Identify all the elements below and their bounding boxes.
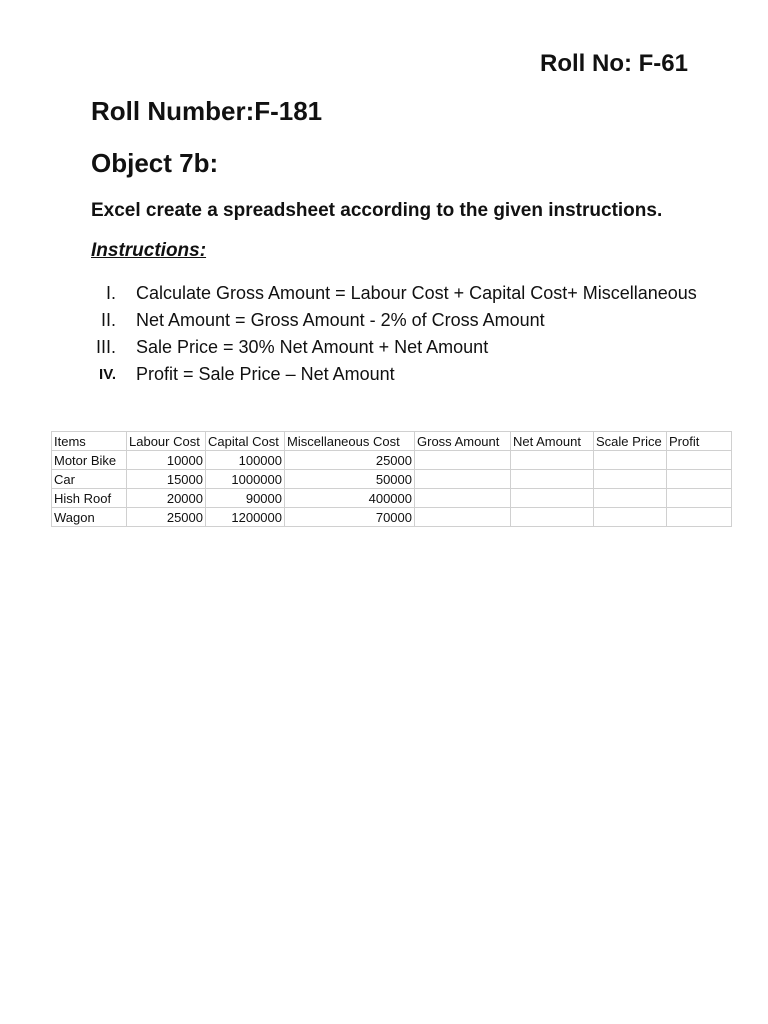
cell-scale-price[interactable] bbox=[594, 470, 667, 489]
table-row bbox=[52, 451, 732, 470]
table-row bbox=[52, 489, 732, 508]
instruction-item bbox=[70, 280, 697, 307]
instructions-heading: Instructions: bbox=[91, 240, 207, 261]
cell-labour-cost[interactable]: 20000 bbox=[127, 489, 206, 508]
cell-gross-amount[interactable] bbox=[415, 489, 511, 508]
instruction-item bbox=[70, 361, 697, 388]
roll-no-heading: Roll No: F-61 bbox=[540, 50, 688, 77]
instruction-item bbox=[70, 334, 697, 361]
cell-net-amount[interactable] bbox=[511, 489, 594, 508]
header-capital-cost[interactable]: Capital Cost bbox=[206, 432, 285, 451]
cell-scale-price[interactable] bbox=[594, 451, 667, 470]
header-net-amount[interactable]: Net Amount bbox=[511, 432, 594, 451]
cell-profit[interactable] bbox=[667, 489, 732, 508]
header-misc-cost[interactable]: Miscellaneous Cost bbox=[285, 432, 415, 451]
cell-gross-amount[interactable] bbox=[415, 508, 511, 527]
cell-item[interactable]: Car bbox=[52, 470, 127, 489]
cell-profit[interactable] bbox=[667, 470, 732, 489]
cell-gross-amount[interactable] bbox=[415, 451, 511, 470]
cell-net-amount[interactable] bbox=[511, 508, 594, 527]
cell-capital-cost[interactable]: 1200000 bbox=[206, 508, 285, 527]
cell-capital-cost[interactable]: 90000 bbox=[206, 489, 285, 508]
cell-gross-amount[interactable] bbox=[415, 470, 511, 489]
instruction-text: Net Amount = Gross Amount - 2% of Cross Amount bbox=[136, 310, 545, 330]
header-row bbox=[52, 432, 732, 451]
instruction-text: Sale Price = 30% Net Amount + Net Amount bbox=[136, 337, 489, 357]
cell-labour-cost[interactable]: 15000 bbox=[127, 470, 206, 489]
header-gross-amount[interactable]: Gross Amount bbox=[415, 432, 511, 451]
instructions-list bbox=[70, 280, 697, 388]
table-row bbox=[52, 470, 732, 489]
cell-scale-price[interactable] bbox=[594, 489, 667, 508]
cell-item[interactable]: Motor Bike bbox=[52, 451, 127, 470]
instruction-number: I. bbox=[105, 283, 116, 303]
roll-number-heading: Roll Number:F-181 bbox=[91, 96, 323, 126]
header-items[interactable]: Items bbox=[52, 432, 127, 451]
spreadsheet-table bbox=[51, 431, 732, 527]
object-heading: Object 7b: bbox=[91, 148, 219, 178]
cell-net-amount[interactable] bbox=[511, 470, 594, 489]
cell-capital-cost[interactable]: 100000 bbox=[206, 451, 285, 470]
header-scale-price[interactable]: Scale Price bbox=[594, 432, 667, 451]
cell-misc-cost[interactable]: 400000 bbox=[285, 489, 415, 508]
instruction-text: Calculate Gross Amount = Labour Cost + Capital Cost+ Miscellaneous bbox=[136, 283, 697, 303]
cell-labour-cost[interactable]: 25000 bbox=[127, 508, 206, 527]
cell-profit[interactable] bbox=[667, 508, 732, 527]
header-profit[interactable]: Profit bbox=[667, 432, 732, 451]
instruction-item bbox=[70, 307, 697, 334]
instruction-number: III. bbox=[95, 337, 116, 357]
cell-net-amount[interactable] bbox=[511, 451, 594, 470]
task-description: Excel create a spreadsheet according to the given instructions. bbox=[91, 200, 663, 221]
cell-scale-price[interactable] bbox=[594, 508, 667, 527]
cell-labour-cost[interactable]: 10000 bbox=[127, 451, 206, 470]
cell-misc-cost[interactable]: 70000 bbox=[285, 508, 415, 527]
table-row bbox=[52, 508, 732, 527]
cell-misc-cost[interactable]: 25000 bbox=[285, 451, 415, 470]
instruction-number: IV. bbox=[99, 366, 116, 383]
instruction-text: Profit = Sale Price – Net Amount bbox=[136, 364, 395, 384]
instruction-number: II. bbox=[100, 310, 116, 330]
cell-item[interactable]: Hish Roof bbox=[52, 489, 127, 508]
cell-misc-cost[interactable]: 50000 bbox=[285, 470, 415, 489]
cell-profit[interactable] bbox=[667, 451, 732, 470]
header-labour-cost[interactable]: Labour Cost bbox=[127, 432, 206, 451]
cell-item[interactable]: Wagon bbox=[52, 508, 127, 527]
cell-capital-cost[interactable]: 1000000 bbox=[206, 470, 285, 489]
